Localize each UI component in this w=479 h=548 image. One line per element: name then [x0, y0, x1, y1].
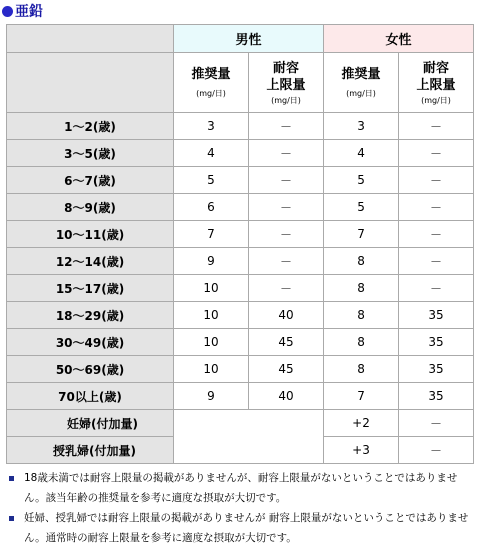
table-row	[7, 356, 474, 383]
header-corner-2	[7, 53, 174, 113]
table-row	[7, 194, 474, 221]
table-row	[7, 302, 474, 329]
header-female-recommended	[324, 53, 399, 113]
male-recommended-cell: 9	[174, 248, 249, 275]
male-recommended-cell: 9	[174, 383, 249, 410]
table-row	[7, 221, 474, 248]
female-recommended-cell: 8	[324, 302, 399, 329]
female-upper-limit-cell: －	[399, 113, 474, 140]
female-upper-limit-cell: 35	[399, 356, 474, 383]
age-cell: 10～11(歳)	[7, 221, 174, 248]
title-text: 亜鉛	[15, 4, 43, 20]
table-row	[7, 329, 474, 356]
table-row-pregnant	[7, 410, 474, 437]
male-upper-limit-cell: －	[249, 221, 324, 248]
female-upper-limit-cell: －	[399, 248, 474, 275]
age-cell: 15～17(歳)	[7, 275, 174, 302]
female-upper-limit-cell: －	[399, 275, 474, 302]
table-row	[7, 167, 474, 194]
male-recommended-cell: 4	[174, 140, 249, 167]
female-upper-limit-cell: 35	[399, 302, 474, 329]
column-label-line1: 耐容	[423, 60, 450, 76]
header-male-recommended	[174, 53, 249, 113]
bullet-circle-icon	[2, 6, 13, 17]
female-recommended-cell: +2	[324, 410, 399, 437]
lactating-label-cell: 授乳婦(付加量)	[7, 437, 174, 464]
column-label-line1: 耐容	[273, 60, 300, 76]
female-upper-limit-cell: －	[399, 410, 474, 437]
male-upper-limit-cell: 45	[249, 329, 324, 356]
female-upper-limit-cell: －	[399, 221, 474, 248]
male-upper-limit-cell: －	[249, 167, 324, 194]
female-recommended-cell: 7	[324, 383, 399, 410]
table-row	[7, 113, 474, 140]
female-recommended-cell: 5	[324, 194, 399, 221]
column-label-line2: 上限量	[266, 77, 306, 93]
male-recommended-cell: 7	[174, 221, 249, 248]
female-recommended-cell: 8	[324, 248, 399, 275]
square-bullet-icon	[9, 516, 14, 521]
female-recommended-cell: 8	[324, 356, 399, 383]
male-upper-limit-cell: －	[249, 248, 324, 275]
male-recommended-cell: 10	[174, 302, 249, 329]
male-upper-limit-cell: －	[249, 113, 324, 140]
table-row	[7, 248, 474, 275]
male-upper-limit-cell: 40	[249, 302, 324, 329]
age-cell: 30～49(歳)	[7, 329, 174, 356]
female-upper-limit-cell: 35	[399, 329, 474, 356]
note-item	[6, 468, 474, 508]
female-upper-limit-cell: －	[399, 140, 474, 167]
male-recommended-cell: 5	[174, 167, 249, 194]
header-male-upper-limit	[249, 53, 324, 113]
female-upper-limit-cell: －	[399, 437, 474, 464]
female-upper-limit-cell: －	[399, 167, 474, 194]
male-recommended-cell: 10	[174, 329, 249, 356]
header-row-columns	[7, 53, 474, 113]
notes-list	[6, 468, 474, 548]
header-female: 女性	[324, 25, 474, 53]
female-recommended-cell: 7	[324, 221, 399, 248]
table-row	[7, 275, 474, 302]
note-text: 18歳未満では耐容上限量の掲載がありませんが、耐容上限量がないということではありません。該当年齢の推奨量を参考に適度な摂取が大切です。	[24, 472, 458, 504]
table-row	[7, 383, 474, 410]
column-unit: (mg/日)	[196, 89, 226, 98]
column-unit: (mg/日)	[271, 95, 301, 105]
note-item	[6, 508, 474, 548]
male-upper-limit-cell: －	[249, 140, 324, 167]
female-recommended-cell: 8	[324, 275, 399, 302]
column-label: 推奨量	[341, 67, 381, 82]
age-cell: 12～14(歳)	[7, 248, 174, 275]
square-bullet-icon	[9, 476, 14, 481]
female-upper-limit-cell: 35	[399, 383, 474, 410]
male-upper-limit-cell: 45	[249, 356, 324, 383]
female-upper-limit-cell: －	[399, 194, 474, 221]
male-upper-limit-cell: 40	[249, 383, 324, 410]
header-female-upper-limit	[399, 53, 474, 113]
header-corner	[7, 25, 174, 53]
male-recommended-cell: 3	[174, 113, 249, 140]
column-unit: (mg/日)	[421, 95, 451, 105]
zinc-intake-table	[6, 24, 474, 464]
age-cell: 18～29(歳)	[7, 302, 174, 329]
male-recommended-cell: 10	[174, 275, 249, 302]
age-cell: 1～2(歳)	[7, 113, 174, 140]
column-label: 推奨量	[191, 67, 231, 82]
male-recommended-cell: 6	[174, 194, 249, 221]
age-cell: 3～5(歳)	[7, 140, 174, 167]
female-recommended-cell: 8	[324, 329, 399, 356]
age-cell: 8～9(歳)	[7, 194, 174, 221]
male-upper-limit-cell: －	[249, 275, 324, 302]
column-unit: (mg/日)	[346, 89, 376, 98]
page-title	[2, 1, 43, 21]
age-cell: 50～69(歳)	[7, 356, 174, 383]
female-recommended-cell: 4	[324, 140, 399, 167]
pregnant-label-cell: 妊婦(付加量)	[7, 410, 174, 437]
table-row	[7, 140, 474, 167]
header-row-sex	[7, 25, 474, 53]
male-empty-cell	[174, 410, 324, 464]
header-male: 男性	[174, 25, 324, 53]
age-cell: 6～7(歳)	[7, 167, 174, 194]
female-recommended-cell: +3	[324, 437, 399, 464]
male-recommended-cell: 10	[174, 356, 249, 383]
male-upper-limit-cell: －	[249, 194, 324, 221]
female-recommended-cell: 3	[324, 113, 399, 140]
note-text: 妊婦、授乳婦では耐容上限量の掲載がありませんが 耐容上限量がないということではありません。通常時の耐容上限量を参考に適度な摂取が大切です。	[24, 512, 469, 544]
age-cell: 70以上(歳)	[7, 383, 174, 410]
female-recommended-cell: 5	[324, 167, 399, 194]
column-label-line2: 上限量	[416, 77, 456, 93]
